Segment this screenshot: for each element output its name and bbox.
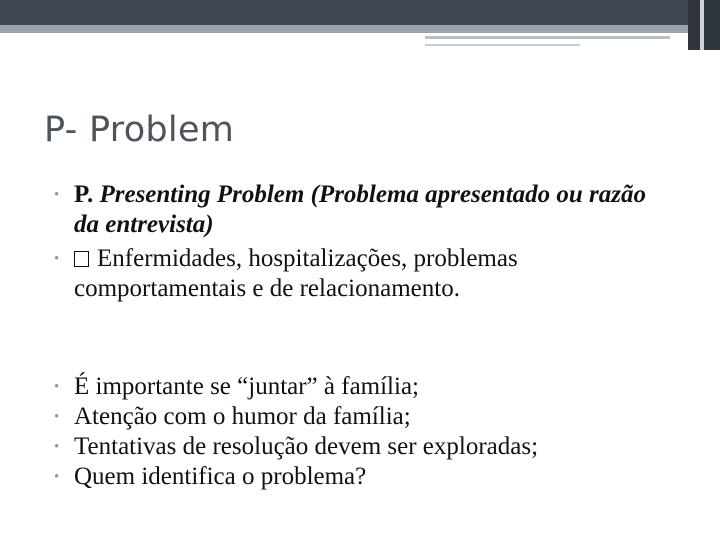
bullet-icon: • xyxy=(54,469,60,485)
bullet-item xyxy=(54,244,674,304)
top-decor-band-light xyxy=(0,25,720,33)
bullet-lead: P. xyxy=(74,181,94,208)
bullet-list-bottom xyxy=(54,372,674,492)
bullet-text: Atenção com o humor da família; xyxy=(74,403,411,430)
bullet-list-top xyxy=(54,180,674,304)
bullet-icon: • xyxy=(54,439,60,455)
bullet-item xyxy=(54,462,674,492)
slide-title: P- Problem xyxy=(44,110,235,150)
bullet-text: Quem identifica o problema? xyxy=(74,463,367,490)
bullet-item xyxy=(54,372,674,402)
bullet-icon: • xyxy=(54,251,60,267)
bullet-text: É importante se “juntar” à família; xyxy=(74,373,419,400)
bullet-icon: • xyxy=(54,409,60,425)
decor-line xyxy=(425,36,670,39)
bullet-text: Presenting Problem (Problema apresentado ou razão da entrevista) xyxy=(74,181,647,238)
bullet-text: Enfermidades, hospitalizações, problemas comportamentais e de relacionamento. xyxy=(74,245,518,302)
top-decor-band xyxy=(0,0,720,25)
bullet-text: Tentativas de resolução devem ser exploradas; xyxy=(74,433,539,460)
decor-line xyxy=(425,44,580,46)
bullet-icon: • xyxy=(54,187,60,203)
bullet-item xyxy=(54,432,674,462)
bullet-icon: • xyxy=(54,379,60,395)
top-right-decor-stripe xyxy=(700,0,704,50)
bullet-item xyxy=(54,402,674,432)
top-right-decor-block xyxy=(688,0,720,50)
bullet-item xyxy=(54,180,674,240)
empty-box-icon xyxy=(74,251,89,267)
